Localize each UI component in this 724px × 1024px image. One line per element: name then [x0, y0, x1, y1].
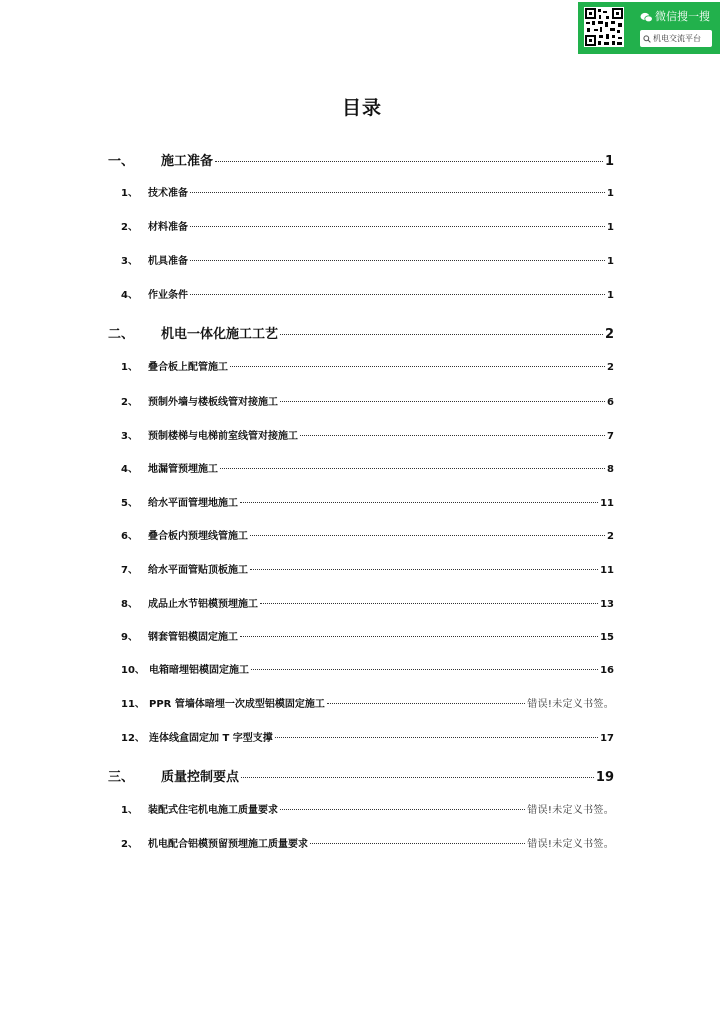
toc-dot-leader — [241, 777, 594, 778]
toc-entry-number: 2、 — [121, 839, 138, 850]
toc-entry-number: 8、 — [121, 599, 138, 610]
toc-dot-leader — [280, 809, 525, 810]
toc-entry-title: 预制楼梯与电梯前室线管对接施工 — [148, 431, 298, 442]
toc-entry-page: 错误!未定义书签。 — [527, 839, 614, 850]
toc-entry-title: PPR 管墙体暗埋一次成型铝模固定施工 — [149, 699, 325, 710]
toc-dot-leader — [230, 366, 605, 367]
toc-entry-page: 16 — [600, 665, 614, 676]
toc-dot-leader — [260, 603, 598, 604]
toc-dot-leader — [240, 636, 598, 637]
toc-entry-number: 4、 — [121, 464, 138, 475]
toc-entry-title: 装配式住宅机电施工质量要求 — [148, 805, 278, 816]
toc-entry-title: 施工准备 — [161, 154, 214, 169]
toc-entry-number: 1、 — [121, 188, 138, 199]
toc-entry-number: 6、 — [121, 531, 138, 542]
toc-entry-title: 材料准备 — [148, 222, 188, 233]
toc-entry-page: 错误!未定义书签。 — [527, 699, 614, 710]
toc-entry[interactable] — [121, 695, 614, 710]
toc-entry-page: 11 — [600, 565, 614, 576]
toc-dot-leader — [190, 260, 605, 261]
document-title: 目录 — [341, 97, 382, 119]
toc-entry[interactable] — [121, 218, 614, 233]
toc-entry-number: 1、 — [121, 362, 138, 373]
toc-entry-number: 3、 — [121, 256, 138, 267]
toc-entry[interactable] — [121, 801, 614, 816]
toc-entry-title: 预制外墙与楼板线管对接施工 — [148, 397, 278, 408]
toc-dot-leader — [220, 468, 605, 469]
toc-entry-title: 机电配合铝模预留预埋施工质量要求 — [148, 839, 308, 850]
toc-entry-title: 连体线盒固定加 T 字型支撑 — [149, 733, 273, 744]
toc-entry-title: 给水平面管贴顶板施工 — [148, 565, 248, 576]
toc-entry-title: 叠合板上配管施工 — [148, 362, 228, 373]
toc-entry[interactable] — [121, 628, 614, 643]
toc-entry-page: 13 — [600, 599, 614, 610]
toc-entry[interactable] — [121, 494, 614, 509]
toc-entry-title: 地漏管预埋施工 — [148, 464, 218, 475]
toc-entry-page: 17 — [600, 733, 614, 744]
toc-dot-leader — [275, 737, 598, 738]
toc-entry[interactable] — [108, 150, 614, 169]
toc-dot-leader — [280, 334, 603, 335]
toc-entry[interactable] — [121, 427, 614, 442]
toc-dot-leader — [310, 843, 525, 844]
qr-code-icon — [584, 7, 624, 47]
toc-entry-page: 2 — [604, 327, 614, 342]
toc-entry-number: 2、 — [121, 397, 138, 408]
toc-dot-leader — [190, 294, 605, 295]
toc-dot-leader — [190, 192, 605, 193]
toc-entry-number: 11、 — [121, 699, 145, 710]
toc-entry-page: 1 — [607, 188, 614, 199]
toc-dot-leader — [190, 226, 605, 227]
toc-entry-number: 1、 — [121, 805, 138, 816]
toc-entry-number: 三、 — [108, 770, 135, 785]
toc-dot-leader — [327, 703, 525, 704]
toc-entry-title: 机电一体化施工工艺 — [161, 327, 279, 342]
search-icon — [643, 35, 651, 43]
toc-entry[interactable] — [121, 729, 614, 744]
toc-dot-leader — [250, 569, 598, 570]
toc-entry-number: 2、 — [121, 222, 138, 233]
toc-entry-title: 钢套管铝模固定施工 — [148, 632, 238, 643]
toc-entry-number: 4、 — [121, 290, 138, 301]
toc-entry[interactable] — [121, 252, 614, 267]
toc-entry-title: 给水平面管埋地施工 — [148, 498, 238, 509]
toc-entry-number: 12、 — [121, 733, 145, 744]
toc-entry[interactable] — [121, 286, 614, 301]
toc-dot-leader — [250, 535, 605, 536]
toc-entry[interactable] — [121, 561, 614, 576]
toc-entry-page: 1 — [607, 256, 614, 267]
toc-entry-page: 15 — [600, 632, 614, 643]
toc-entry[interactable] — [121, 460, 614, 475]
toc-dot-leader — [300, 435, 605, 436]
toc-entry-number: 3、 — [121, 431, 138, 442]
toc-entry-title: 技术准备 — [148, 188, 188, 199]
toc-entry-page: 6 — [607, 397, 614, 408]
toc-entry-number: 二、 — [108, 327, 135, 342]
toc-entry-page: 错误!未定义书签。 — [527, 805, 614, 816]
wechat-search-badge[interactable] — [578, 2, 720, 54]
toc-entry-title: 叠合板内预埋线管施工 — [148, 531, 248, 542]
toc-entry-page: 8 — [607, 464, 614, 475]
wechat-icon — [640, 12, 653, 23]
toc-entry[interactable] — [121, 358, 614, 373]
toc-entry-page: 7 — [607, 431, 614, 442]
toc-dot-leader — [251, 669, 598, 670]
brand-label-row — [640, 8, 718, 26]
brand-label: 微信搜一搜 — [655, 10, 710, 23]
toc-dot-leader — [280, 401, 605, 402]
toc-entry-page: 1 — [607, 290, 614, 301]
search-label: 机电交流平台 — [653, 34, 701, 43]
toc-entry[interactable] — [121, 661, 614, 676]
toc-entry-page: 11 — [600, 498, 614, 509]
toc-entry[interactable] — [121, 184, 614, 199]
toc-entry[interactable] — [121, 393, 614, 408]
toc-entry-number: 5、 — [121, 498, 138, 509]
toc-entry[interactable] — [121, 835, 614, 850]
toc-entry[interactable] — [108, 323, 614, 342]
toc-entry-number: 10、 — [121, 665, 145, 676]
toc-entry[interactable] — [121, 595, 614, 610]
toc-entry-number: 9、 — [121, 632, 138, 643]
toc-entry-number: 7、 — [121, 565, 138, 576]
search-box[interactable] — [640, 30, 712, 47]
toc-entry-page: 2 — [607, 362, 614, 373]
toc-entry-number: 一、 — [108, 154, 135, 169]
toc-entry-title: 机具准备 — [148, 256, 188, 267]
toc-entry-title: 质量控制要点 — [161, 770, 240, 785]
toc-entry-page: 19 — [595, 770, 614, 785]
toc-entry-title: 电箱暗埋铝模固定施工 — [149, 665, 249, 676]
toc-dot-leader — [215, 161, 603, 162]
toc-entry-page: 2 — [607, 531, 614, 542]
toc-entry-page: 1 — [607, 222, 614, 233]
toc-entry-title: 作业条件 — [148, 290, 188, 301]
toc-entry-page: 1 — [604, 154, 614, 169]
toc-entry[interactable] — [108, 766, 614, 785]
toc-dot-leader — [240, 502, 598, 503]
toc-entry[interactable] — [121, 527, 614, 542]
toc-entry-title: 成品止水节铝模预埋施工 — [148, 599, 258, 610]
